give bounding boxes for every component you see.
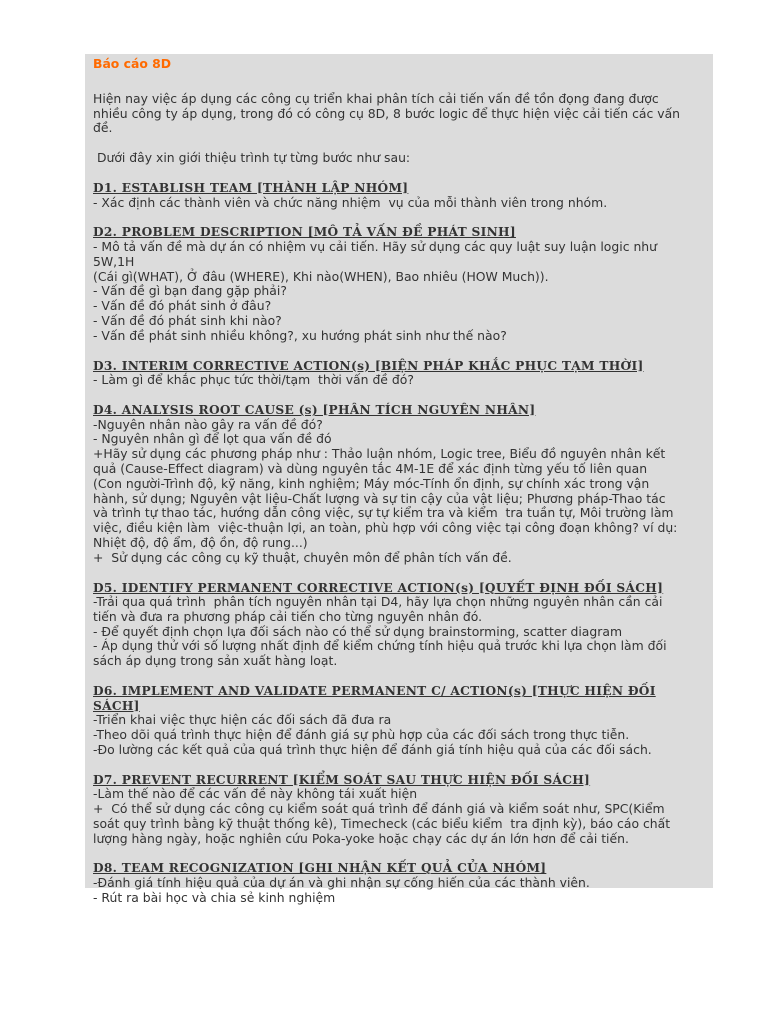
sections-container bbox=[93, 181, 705, 906]
spacer bbox=[93, 846, 705, 861]
intro-steps-text: Dưới đây xin giới thiệu trình tự từng bước như sau: bbox=[93, 150, 411, 166]
section-line: +Hãy sử dụng các phương pháp như : Thảo luận nhóm, Logic tree, Biểu đồ nguyên nhân kết bbox=[93, 446, 666, 462]
section-d4 bbox=[93, 403, 705, 566]
section-line: - Mô tả vấn đề mà dự án có nhiệm vụ cải tiến. Hãy sử dụng các quy luật suy luận logic như bbox=[93, 238, 658, 254]
section-heading: D6. IMPLEMENT AND VALIDATE PERMANENT C/ ACTION(s) [THỰC HIỆN ĐỐI SÁCH] bbox=[93, 684, 656, 713]
spacer bbox=[93, 758, 705, 773]
spacer bbox=[93, 210, 705, 225]
section-line: + Có thể sử dụng các công cụ kiểm soát quá trình để đánh giá và kiểm soát như, SPC(Kiểm bbox=[93, 801, 665, 817]
section-line: - Làm gì để khắc phục tức thời/tạm thời vấn đề đó? bbox=[93, 372, 414, 388]
intro-line: đề. bbox=[93, 120, 113, 136]
section-line: - Xác định các thành viên và chức năng nhiệm vụ của mỗi thành viên trong nhóm. bbox=[93, 194, 608, 210]
section-line: -Đo lường các kết quả của quá trình thực hiện để đánh giá tính hiệu quả của các đối sách. bbox=[93, 741, 652, 757]
section-heading: D2. PROBLEM DESCRIPTION [MÔ TẢ VẤN ĐỀ PHÁT SINH] bbox=[93, 225, 516, 240]
section-d1 bbox=[93, 181, 705, 210]
section-line: 5W,1H bbox=[93, 253, 135, 269]
spacer bbox=[93, 566, 705, 581]
section-d8 bbox=[93, 861, 705, 905]
section-line: (Con người-Trình độ, kỹ năng, kinh nghiệm; Máy móc-Tính ổn định, sự chính xác trong vận bbox=[93, 475, 650, 491]
section-line: - Nguyên nhân gì để lọt qua vấn đề đó bbox=[93, 431, 332, 447]
section-d2 bbox=[93, 225, 705, 343]
section-line: - Vấn đề đó phát sinh khi nào? bbox=[93, 312, 282, 328]
section-line: quả (Cause-Effect diagram) và dùng nguyên tắc 4M-1E để xác định từng yếu tố liên quan bbox=[93, 460, 648, 476]
intro-paragraph bbox=[93, 92, 705, 136]
section-heading: D8. TEAM RECOGNIZATION [GHI NHẬN KẾT QUẢ CỦA NHÓM] bbox=[93, 861, 547, 876]
section-line: soát quy trình bằng kỹ thuật thống kê), Timecheck (các biểu kiểm tra định kỳ), báo cáo chất bbox=[93, 815, 671, 831]
section-line: -Trải qua quá trình phân tích nguyên nhân tại D4, hãy lựa chọn những nguyên nhân cần cải bbox=[93, 594, 663, 610]
section-line: - Rút ra bài học và chia sẻ kinh nghiệm bbox=[93, 889, 336, 905]
section-line: Nhiệt độ, độ ẩm, độ ồn, độ rung...) bbox=[93, 534, 308, 550]
section-d5 bbox=[93, 581, 705, 670]
spacer bbox=[93, 136, 705, 151]
intro-line: nhiều công ty áp dụng, trong đó có công cụ 8D, 8 bước logic để thực hiện việc cải tiến các vấn bbox=[93, 105, 681, 121]
section-line: - Áp dụng thử với số lượng nhất định để kiểm chứng tính hiệu quả trước khi lựa chọn làm đối bbox=[93, 638, 667, 654]
section-line: - Để quyết định chọn lựa đối sách nào có thể sử dụng brainstorming, scatter diagram bbox=[93, 623, 623, 639]
spacer bbox=[93, 166, 705, 181]
section-line: -Nguyên nhân nào gây ra vấn đề đó? bbox=[93, 416, 323, 432]
section-line: hành, sử dụng; Nguyên vật liệu-Chất lượng và sự tin cậy của vật liệu; Phương pháp-Thao tác bbox=[93, 490, 666, 506]
section-d3 bbox=[93, 359, 705, 388]
intro-line: Hiện nay việc áp dụng các công cụ triển khai phân tích cải tiến vấn đề tồn đọng đang được bbox=[93, 90, 659, 106]
section-heading: D5. IDENTIFY PERMANENT CORRECTIVE ACTION(s) [QUYẾT ĐỊNH ĐỐI SÁCH] bbox=[93, 580, 664, 595]
section-line: + Sử dụng các công cụ kỹ thuật, chuyên môn để phân tích vấn đề. bbox=[93, 549, 512, 565]
section-line: lượng hàng ngày, hoặc nghiên cứu Poka-yoke hoặc chạy các dự án lớn hơn để cải tiến. bbox=[93, 830, 629, 846]
section-d7 bbox=[93, 773, 705, 847]
section-heading: D7. PREVENT RECURRENT [KIỂM SOÁT SAU THỰC HIỆN ĐỐI SÁCH] bbox=[93, 772, 591, 787]
section-line: - Vấn đề gì bạn đang gặp phải? bbox=[93, 283, 287, 299]
spacer bbox=[93, 388, 705, 403]
section-line: -Đánh giá tính hiệu quả của dự án và ghi nhận sự cống hiến của các thành viên. bbox=[93, 875, 590, 891]
document-panel bbox=[85, 54, 713, 905]
section-line: - Vấn đề đó phát sinh ở đâu? bbox=[93, 298, 272, 314]
spacer bbox=[93, 344, 705, 359]
section-line: việc, điều kiện làm việc-thuận lợi, an toàn, phù hợp với công việc tại công đoạn không? ví dụ: bbox=[93, 520, 678, 536]
section-line: và trình tự thao tác, hướng dẫn công việc, sự tự kiểm tra và kiểm tra tuần tự, Môi trường làm bbox=[93, 505, 674, 521]
section-heading: D3. INTERIM CORRECTIVE ACTION(s) [BIỆN PHÁP KHẮC PHỤC TẠM THỜI] bbox=[93, 358, 644, 373]
section-line: - Vấn đề phát sinh nhiều không?, xu hướng phát sinh như thế nào? bbox=[93, 327, 507, 343]
section-line: -Triển khai việc thực hiện các đối sách đã đưa ra bbox=[93, 712, 392, 728]
section-line: -Làm thế nào để các vấn đề này không tái xuất hiện bbox=[93, 786, 418, 802]
section-line: (Cái gì(WHAT), Ở đâu (WHERE), Khi nào(WHEN), Bao nhiêu (HOW Much)). bbox=[93, 268, 549, 284]
document-title: Báo cáo 8D bbox=[93, 56, 172, 71]
section-heading: D4. ANALYSIS ROOT CAUSE (s) [PHÂN TÍCH NGUYÊN NHÂN] bbox=[93, 402, 536, 417]
section-heading: D1. ESTABLISH TEAM [THÀNH LẬP NHÓM] bbox=[93, 180, 409, 195]
spacer bbox=[93, 72, 705, 92]
section-line: tiến và đưa ra phương pháp cải tiến cho từng nguyên nhân đó. bbox=[93, 608, 483, 624]
spacer bbox=[93, 669, 705, 684]
section-line: sách áp dụng trong sản xuất hàng loạt. bbox=[93, 653, 338, 669]
section-d6 bbox=[93, 684, 705, 758]
section-line: -Theo dõi quá trình thực hiện để đánh giá sự phù hợp của các đối sách trong thực tiễn. bbox=[93, 727, 630, 743]
